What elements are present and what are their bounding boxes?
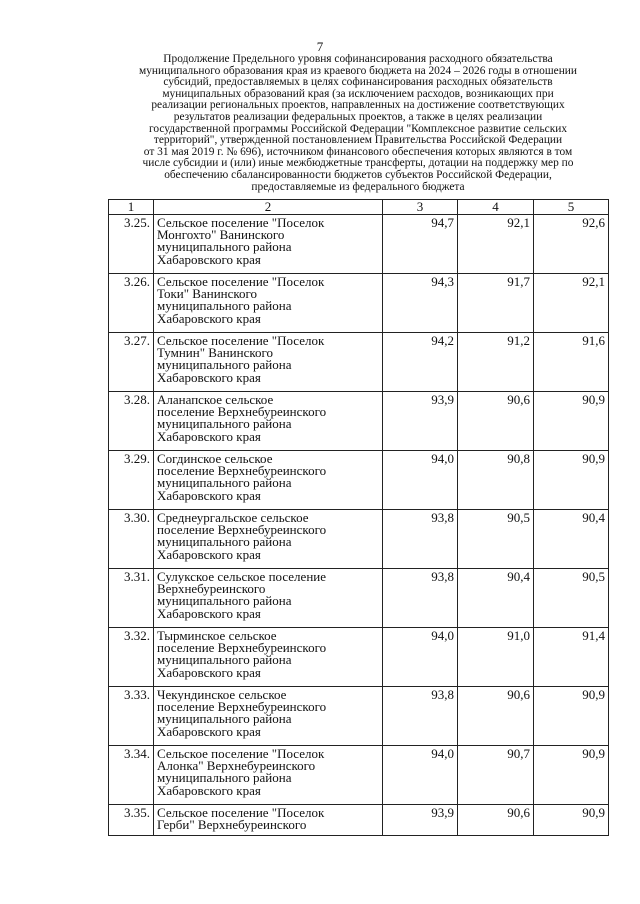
row-number: 3.29.	[109, 451, 154, 510]
row-number: 3.25.	[109, 215, 154, 274]
municipality-name-line: Хабаровского края	[157, 546, 261, 562]
municipality-name-line: Хабаровского края	[157, 251, 261, 267]
municipality-name-line: Верхнебуреинского	[157, 581, 266, 597]
municipality-name-line: Герби" Верхнебуреинского	[157, 817, 307, 833]
column-header-4: 4	[458, 200, 534, 215]
heading-line: субсидий, предоставляемых в целях софинансирования расходных обязательств	[163, 76, 553, 89]
municipality-name-line: Сельское поселение "Поселок	[157, 274, 325, 289]
value-column-3: 94,7	[383, 215, 458, 274]
row-number: 3.30.	[109, 510, 154, 569]
municipality-name	[154, 510, 383, 569]
municipality-name-line: Согдинское сельское	[157, 451, 273, 466]
value-column-3: 94,0	[383, 628, 458, 687]
column-header-3: 3	[383, 200, 458, 215]
value-column-5: 92,6	[534, 215, 609, 274]
municipality-name-line: муниципального района	[157, 770, 292, 786]
municipality-name-line: поселение Верхнебуреинского	[157, 404, 327, 420]
table-row	[109, 628, 609, 687]
municipality-name-line: Хабаровского края	[157, 664, 261, 680]
municipality-name-line: Сельское поселение "Поселок	[157, 333, 325, 348]
municipality-name-line: Сельское поселение "Поселок	[157, 805, 325, 820]
value-column-3: 94,3	[383, 274, 458, 333]
value-column-3: 93,8	[383, 687, 458, 746]
municipality-name-line: Хабаровского края	[157, 605, 261, 621]
table-row	[109, 510, 609, 569]
value-column-3: 94,2	[383, 333, 458, 392]
value-column-4: 90,6	[458, 687, 534, 746]
value-column-5: 91,6	[534, 333, 609, 392]
municipality-name-line: Сулукское сельское поселение	[157, 569, 326, 584]
municipality-name	[154, 451, 383, 510]
municipality-name-line: Хабаровского края	[157, 369, 261, 385]
municipality-name-line: муниципального района	[157, 534, 292, 550]
value-column-5: 91,4	[534, 628, 609, 687]
row-number: 3.32.	[109, 628, 154, 687]
municipality-name	[154, 687, 383, 746]
table-row	[109, 215, 609, 274]
value-column-3: 93,9	[383, 805, 458, 836]
table-row	[109, 451, 609, 510]
heading-line: предоставляемые из федерального бюджета	[251, 180, 465, 193]
municipality-name	[154, 215, 383, 274]
table-row	[109, 746, 609, 805]
table-header-row	[109, 200, 609, 215]
value-column-4: 90,6	[458, 392, 534, 451]
page-number: 7	[316, 39, 324, 54]
heading-line: муниципальных образований края (за исключением расходов, возникающих при	[162, 87, 554, 100]
value-column-4: 90,8	[458, 451, 534, 510]
heading-line: государственной программы Российской Федерации "Комплексное развитие сельских	[148, 122, 568, 135]
municipality-name-line: Сельское поселение "Поселок	[157, 215, 325, 230]
value-column-4: 90,7	[458, 746, 534, 805]
table-row	[109, 392, 609, 451]
column-header-5: 5	[534, 200, 609, 215]
municipality-name	[154, 628, 383, 687]
municipality-name-line: Хабаровского края	[157, 723, 261, 739]
value-column-3: 93,8	[383, 510, 458, 569]
document-heading	[108, 54, 608, 193]
heading-line: Продолжение Предельного уровня софинансирования расходного обязательства	[163, 53, 553, 65]
municipality-name-line: Монгохто" Ванинского	[157, 227, 285, 243]
heading-line: результатов реализации федеральных проектов, а также в целях реализации	[173, 110, 543, 123]
municipality-name-line: поселение Верхнебуреинского	[157, 463, 327, 479]
row-number: 3.35.	[109, 805, 154, 836]
row-number: 3.28.	[109, 392, 154, 451]
value-column-4: 90,5	[458, 510, 534, 569]
value-column-5: 90,5	[534, 569, 609, 628]
value-column-5: 90,4	[534, 510, 609, 569]
column-header-1: 1	[109, 200, 154, 215]
municipality-name-line: Среднеургальское сельское	[157, 510, 309, 525]
municipality-name	[154, 805, 383, 836]
value-column-4: 92,1	[458, 215, 534, 274]
heading-line: реализации региональных проектов, направленных на достижение соответствующих	[151, 99, 565, 112]
municipality-name-line: муниципального района	[157, 593, 292, 609]
value-column-3: 94,0	[383, 746, 458, 805]
row-number: 3.33.	[109, 687, 154, 746]
row-number: 3.26.	[109, 274, 154, 333]
value-column-4: 90,4	[458, 569, 534, 628]
municipality-name-line: Хабаровского края	[157, 487, 261, 503]
municipality-name-line: Хабаровского края	[157, 782, 261, 798]
municipality-name-line: Тумнин" Ванинского	[157, 345, 274, 361]
heading-line: от 31 мая 2019 г. № 696), источником финансового обеспечения которых являются в том	[143, 145, 573, 158]
value-column-3: 93,8	[383, 569, 458, 628]
heading-line: обеспечению сбалансированности бюджетов субъектов Российской Федерации,	[164, 168, 552, 181]
municipality-name-line: Чекундинское сельское	[157, 687, 287, 702]
table-row	[109, 805, 609, 836]
table-row	[109, 569, 609, 628]
municipality-name-line: муниципального района	[157, 298, 292, 314]
heading-line: числе субсидии и (или) иные межбюджетные трансферты, дотации на поддержку мер по	[142, 157, 574, 170]
value-column-5: 90,9	[534, 746, 609, 805]
value-column-5: 90,9	[534, 451, 609, 510]
row-number: 3.34.	[109, 746, 154, 805]
subsidy-level-table	[108, 199, 609, 836]
municipality-name-line: Алонка" Верхнебуреинского	[157, 758, 316, 774]
municipality-name-line: поселение Верхнебуреинского	[157, 640, 327, 656]
table-row	[109, 274, 609, 333]
municipality-name-line: муниципального района	[157, 652, 292, 668]
municipality-name	[154, 333, 383, 392]
municipality-name-line: Сельское поселение "Поселок	[157, 746, 325, 761]
municipality-name-line: поселение Верхнебуреинского	[157, 522, 327, 538]
value-column-4: 91,7	[458, 274, 534, 333]
municipality-name	[154, 392, 383, 451]
value-column-5: 92,1	[534, 274, 609, 333]
value-column-3: 94,0	[383, 451, 458, 510]
municipality-name-line: Хабаровского края	[157, 310, 261, 326]
heading-line: муниципального образования края из краевого бюджета на 2024 – 2026 годы в отношении	[139, 64, 577, 77]
municipality-name-line: муниципального района	[157, 475, 292, 491]
table-row	[109, 333, 609, 392]
municipality-name-line: муниципального района	[157, 357, 292, 373]
table-row	[109, 687, 609, 746]
municipality-name	[154, 274, 383, 333]
value-column-5: 90,9	[534, 687, 609, 746]
municipality-name-line: Токи" Ванинского	[157, 286, 258, 302]
municipality-name-line: Аланапское сельское	[157, 392, 274, 407]
municipality-name	[154, 569, 383, 628]
column-header-2: 2	[154, 200, 383, 215]
municipality-name	[154, 746, 383, 805]
value-column-4: 91,2	[458, 333, 534, 392]
municipality-name-line: Тырминское сельское	[157, 628, 277, 643]
municipality-name-line: Хабаровского края	[157, 428, 261, 444]
value-column-5: 90,9	[534, 805, 609, 836]
municipality-name-line: муниципального района	[157, 416, 292, 432]
municipality-name-line: муниципального района	[157, 711, 292, 727]
value-column-4: 90,6	[458, 805, 534, 836]
row-number: 3.31.	[109, 569, 154, 628]
value-column-5: 90,9	[534, 392, 609, 451]
row-number: 3.27.	[109, 333, 154, 392]
heading-line: территорий", утвержденной постановлением Правительства Российской Федерации	[153, 134, 563, 147]
municipality-name-line: муниципального района	[157, 239, 292, 255]
value-column-4: 91,0	[458, 628, 534, 687]
municipality-name-line: поселение Верхнебуреинского	[157, 699, 327, 715]
value-column-3: 93,9	[383, 392, 458, 451]
